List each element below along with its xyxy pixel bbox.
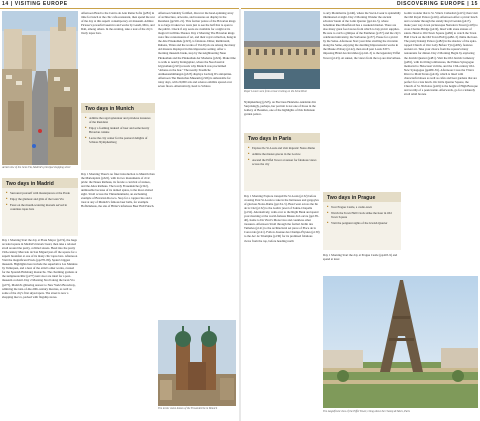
gran-via-photo <box>2 11 78 165</box>
madrid-itinerary-text: Day 1 Morning Start the day at Plaza Mayor (p274), the huge arcaded square in Madrid's historic heart, then take a relaxed stroll around the pretty, cobbled streets. Head into the pretty 19th-century Mercado de San Miguel just off the square for a superb breakfast at one of its many chic tapas bars. Afternoon Visit the magnificent Prado (pp278–80), Spain's biggest museum. Highlights here include the superlative Las Meninas by Velázquez, and a host of the artist's other works, created for the Spanish Habsburg monarchs. The charming gardens at the sumptuous Ritz (p277) next door are ideal for a post-museum cocktail. Day 2 Morning Stroll along the Gran Vía (p275), Madrid's glittering answer to New York's Broadway, admiring the turn-of-the-20th-century theatres, as well as some of the city's first skyscrapers. The street is now a shopping mecca, packed with flagship stores. <box>2 238 78 299</box>
paris-highlights-box <box>244 133 320 191</box>
munich-day1-text: Day 1 Morning There's no finer introduction to Munich than the Marienplatz (p322), with its two monuments of civic pride: the Neues Rathaus, its facade a carnival of statues, and the Altes Rathaus. The lovely Frauenkirche (p322), unmissable because of its domed spires, is the most-visited sight. Stroll across the Viktualienmarkt, an enchanting example of Bavarian Rococo. Stop for a cappuccino and a treat at any of Munich's famous beer halls, for example Hofbräuhaus, the site of Hitler's infamous Beer Hall Putsch. <box>81 172 155 209</box>
page-header-left: 14 | VISITING EUROPE <box>2 1 68 7</box>
paris-box-title: Two days in Paris <box>244 133 320 143</box>
paris-highlight-2: ■ Admire the master-pieces in the Louvre <box>248 152 317 156</box>
prague-day1-text: Day 1 Morning Start the day at Prague Castle (pp418–9) and spend at least <box>323 253 398 262</box>
munich-highlights-list <box>85 116 152 146</box>
munich-frauenkirche-photo <box>158 320 236 406</box>
paris-day1-text: Day 1 Morning Explore tranquil Ile St-Louis (p132) before crossing Pont St-Louis to take in the buttresses and gargoyles of glorious Notre-Dame (pp134–5). Head west across the Ile de la Cité (p132) to the Gothic jewel of Sainte-Chapelle (p132). Alternatively, walk over to the Right Bank and spend your morning at the world-famous Musée du Louvre (pp138–40), home to Da Vinci's Mona Lisa and countless other treasures. Afternoon Stroll through the formal Jardin des Tuileries (p141) to the architectural set piece of Place de la Concorde (p141). Follow Avenue des Champs-Élysées (p130) to the Arc de Triomphe (p130) for its promised fabulous views from the top, before heading north <box>244 194 320 243</box>
header-rule-left <box>0 8 239 9</box>
madrid-highlights-list <box>6 191 75 213</box>
prague-highlight-3: ■ Visit the poignant sights of the Jewish Quarter <box>327 221 398 225</box>
madrid-highlight-1: ■ Surround yourself with masterpieces at the Prado <box>6 191 75 195</box>
paris-caption: Paper Louvre seen from a boat cruising on the Seine River <box>244 90 308 93</box>
eiffel-tower-photo <box>323 276 478 408</box>
madrid-highlight-2: ■ Enjoy the glamour and glitz of the Gran Vía <box>6 197 75 201</box>
munich-highlight-3: ■ Leave the city center for the pastoral delights of Schloss Nymphenburg <box>85 136 152 144</box>
munich-highlight-2: ■ Enjoy a foaming tankard of beer and some hearty Bavarian cuisine <box>85 126 152 134</box>
madrid-highlight-3: ■ Feast on the mouth-watering morsels served in countless tapas bars <box>6 203 75 211</box>
gran-via-caption: Aerial view of the Gran Vía, Madrid's principal shopping street <box>2 166 71 169</box>
munich-nymphenburg-text: Nymphenburg (p325), an Electress Henriette-Adelaide did. Surprisingly, perhaps, her portrait is not one of those in the Gallery of Beauties, one of the highlights of this Italianate garden palace. <box>244 100 317 117</box>
madrid-day2-afternoon-text: Afternoon Head to the Centro de Arte Reina Sofía (p281) in time for lunch at the chic café-restaurant, then spend the rest of the day at this superb contemporary art museum. Admire Picasso's powerful Guernica and works by Gaudí, Miró, and Dalí, among others. In the evening, take a tour of the city's lively tapas bars. <box>81 11 155 36</box>
paris-itinerary-text: to arty Montmartre (p146), where the Sacré-Coeur is splendidly illuminated at night. Day 2 Morning Wander the ancient scholars' haunt of the Latin Quarter (pp144–5), where bohemian Rue Mouffetard has a weekend market. There are also many great food stores from which to buy picnic supplies. Be sure to catch a glimpse of the Panthéon (p137) and the city's celebrated university, the Sorbonne (p137). Pause for a picnic by the Seine. Afternoon Start your time strolling the riverside along the Seine, enjoying the dazzling Impressionist works in the Musée d'Orsay (p142), then stroll past Louis XIV's imposing Hôtel des Invalides (pp142–3) to the legendary Eiffel Tower (p143). At sunset, the views from the top are marvellous. <box>323 11 401 60</box>
munich-highlight-1: ■ Admire the regal splendour and priceless treasures of the Residenz <box>85 116 152 124</box>
prague-itinerary-text: Gothic wonder that is St. Vitus's Cathedral (p415); then visit the Old Royal Palace (p416). Afternoon After a picnic lunch and a wander through the stately Royal Garden (p417), make your way down picturesque Nerudova Street (p418) to cross Charles Bridge (p419), lined with stone statues of saints. Head to Old Town Square (p482) to watch the Town Hall Clock on the Old Town Hall (pp482–3) chime the hour. The pretty Kinský Palace (p482) in the shadow of the spire-topped Church of Our Lady Before Týn (p482), features ancient art. Take your choice from the square's many restaurants for dinner. Day 2 Morning Begin by exploring the Jewish Quarter (p481). Visit the Old Jewish Cemetery (p481), with its tilting tombstones, the Pinkas Synagogue memorial to Holocaust victims, and the 13th-century Old-New Synagogue (pp480–81). Afternoon Cross the Vltava River to Malá Strana (p416), which is lined with characterful shoes as well as cafés and beer gardens that are perfect for a late lunch. On Little Quarter Square, the Church of St. Nicholas (p419) is the height of High Baroque and worthy of a peek inside. Afterwards, go for a leisurely stroll amid bronze <box>404 11 478 96</box>
madrid-box-title: Two days in Madrid <box>2 178 78 188</box>
page-gutter <box>239 9 241 421</box>
header-rule-right <box>241 8 480 9</box>
munich-itinerary-text: Afternoon Suitably fortified, discover the head-spinning array of architecture, artworks, and treasures on display in the Residenz (pp320–21). This former palace of the Bavarian kings is so large it takes two tours just to see the half that is open to the public. Check if any seats are available for a night at its magical Cuvilliés-Theater. Day 2 Morning The Bavarian kings were fine connoisseurs of art, and their royal collection, hung in the Alte Pinakothek (p323), is fabulous. Dürer, Rembrandt, Rubens, Titian and the works of Van Dyck are among the many old masters displayed in this impressive setting. After a morning museum break, stop by the neighbouring Neue Pinakothek and the Pinakothek der Moderne (p324). Make time to walk to nearby Königsplatz, where the Neoclassical Glyptothek (p323) reveals why Munich was proclaimed "Athens on the Isar." The nearby Staatliche Antikensammlungen (p323) displays Ludwig II's antiquities. Afternoon The Deutsches Museum (p326) is unbeatable for rainy days, with 20,000 arts and science exhibits spread over seven floors. Alternatively, head to Schloss <box>158 11 236 88</box>
munich-caption: The iconic onion domes of the Frauenkirche in Munich <box>158 407 218 410</box>
prague-highlights-box <box>323 192 401 250</box>
paris-louvre-photo <box>244 11 320 89</box>
prague-highlight-1: ■ Tour Prague Castle, a castle-town <box>327 205 398 209</box>
munich-highlights-box <box>81 103 155 170</box>
prague-box-title: Two days in Prague <box>323 192 401 202</box>
munich-box-title: Two days in Munich <box>81 103 155 113</box>
prague-highlights-list <box>327 205 398 227</box>
page-header <box>0 0 480 9</box>
paris-highlight-3: ■ Ascend the Eiffel Tower at sunset for fabulous views across the city <box>248 158 317 166</box>
eiffel-caption: The magnificent view of the Eiffel Tower, rising above the Champ de Mars, Paris <box>323 410 411 413</box>
page-header-right: DISCOVERING EUROPE | 15 <box>396 1 478 7</box>
prague-highlight-2: ■ Watch the Town Hall Clock strike the hour in Old Town Square <box>327 211 398 219</box>
madrid-highlights-box <box>2 178 78 236</box>
paris-highlight-1: ■ Explore Ile St-Louis and visit majestic Notre-Dame <box>248 146 317 150</box>
paris-highlights-list <box>248 146 317 168</box>
